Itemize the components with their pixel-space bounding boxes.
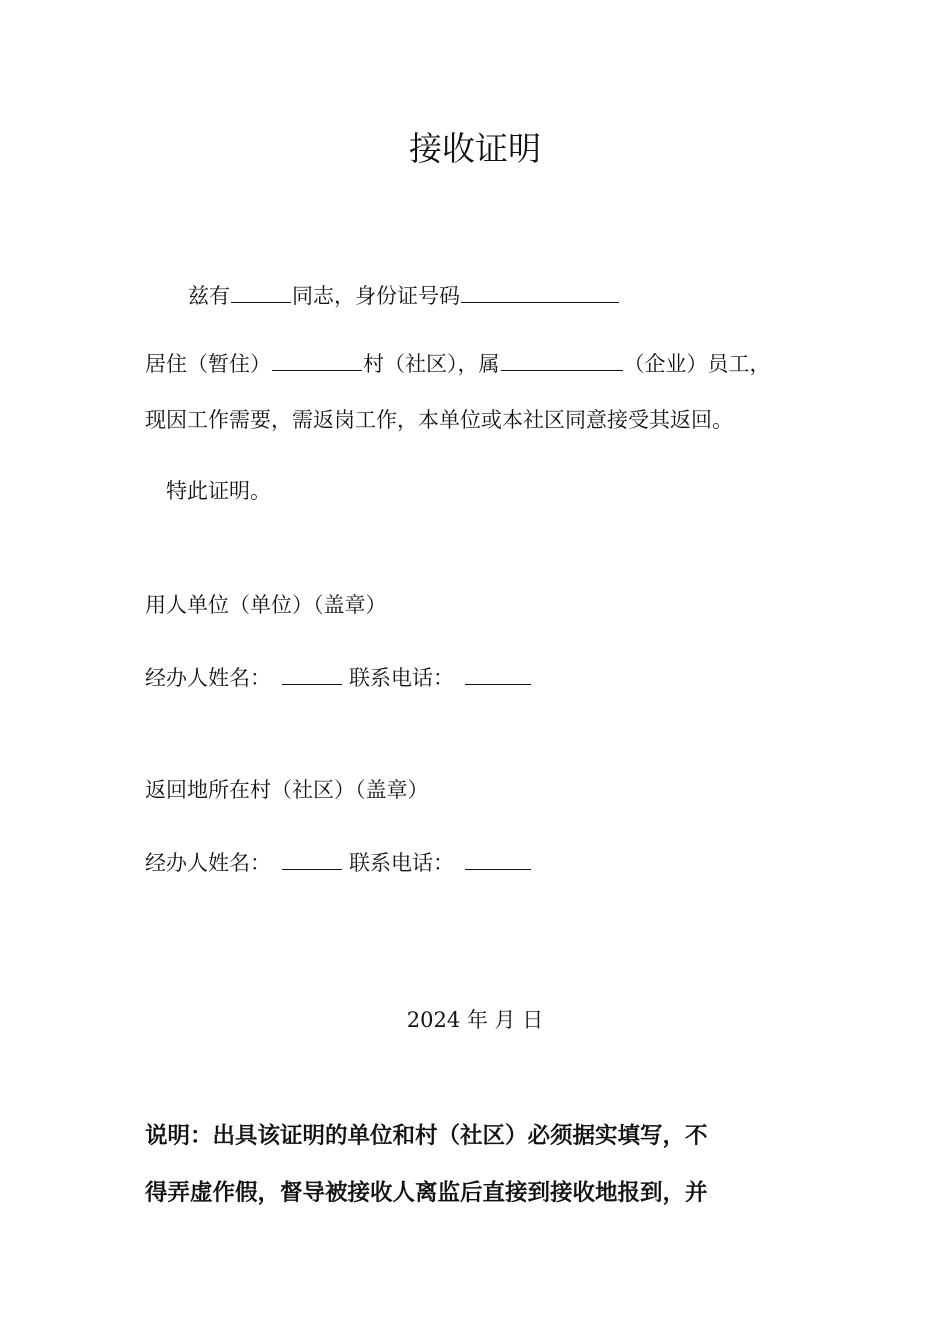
employer-heading: 用人单位（单位）（盖章） <box>145 593 387 617</box>
employer-phone-label: 联系电话： <box>349 666 454 690</box>
employer-handler-blank[interactable] <box>282 662 342 685</box>
residence-blank[interactable] <box>272 348 362 371</box>
certify-line: 特此证明。 <box>166 479 271 503</box>
intro-text-2: 同志，身份证号码 <box>292 284 460 308</box>
employer-phone-blank[interactable] <box>465 662 531 685</box>
village-contact-line <box>145 847 532 877</box>
note-line-1: 说明：出具该证明的单位和村（社区）必须据实填写，不 <box>145 1123 708 1149</box>
intro-line <box>188 280 620 310</box>
residence-text-2: 村（社区），属 <box>363 352 500 376</box>
employer-handler-label: 经办人姓名： <box>145 666 271 690</box>
village-handler-blank[interactable] <box>282 847 342 870</box>
document-title: 接收证明 <box>409 129 541 168</box>
village-handler-label: 经办人姓名： <box>145 851 271 875</box>
employer-contact-line <box>145 662 532 692</box>
company-blank[interactable] <box>501 348 623 371</box>
id-number-blank[interactable] <box>461 280 619 303</box>
village-phone-blank[interactable] <box>465 847 531 870</box>
note-line-2: 得弄虚作假，督导被接收人离监后直接到接收地报到，并 <box>145 1180 708 1206</box>
village-heading: 返回地所在村（社区）（盖章） <box>145 778 429 802</box>
date-line: 2024 年 月 日 <box>406 1008 544 1032</box>
name-blank[interactable] <box>231 280 291 303</box>
residence-text-3: （企业）员工， <box>623 352 771 376</box>
residence-text-1: 居住（暂住） <box>145 352 271 376</box>
residence-line <box>145 348 771 378</box>
intro-text-1: 兹有 <box>188 284 230 308</box>
village-phone-label: 联系电话： <box>349 851 454 875</box>
reason-line: 现因工作需要，需返岗工作，本单位或本社区同意接受其返回。 <box>145 408 733 432</box>
